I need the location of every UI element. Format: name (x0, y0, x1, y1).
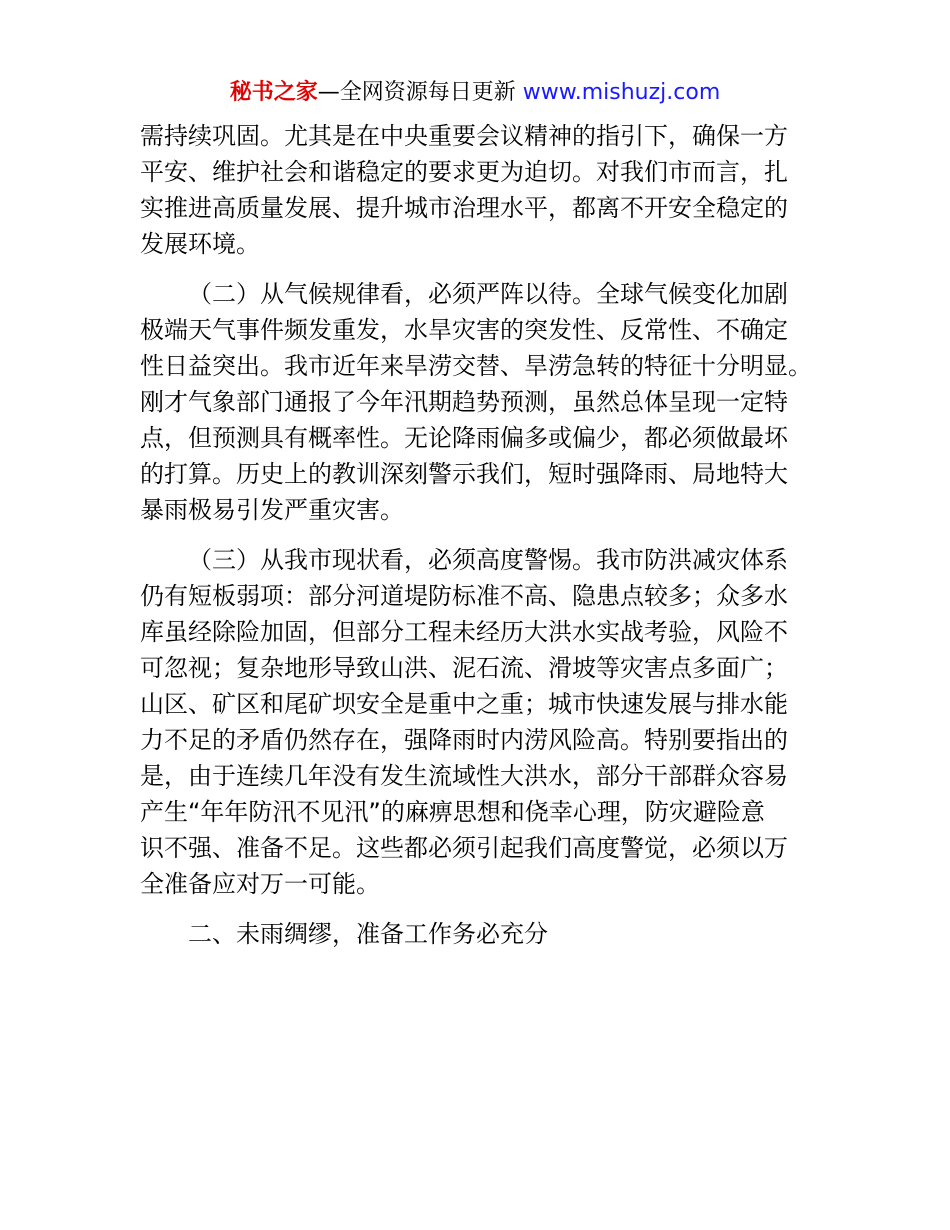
text-line: 需持续巩固。尤其是在中央重要会议精神的指引下，确保一方 (140, 122, 788, 150)
text-line: 山区、矿区和尾矿坝安全是重中之重；城市快速发展与排水能 (140, 690, 788, 718)
text-line: （二）从气候规律看，必须严阵以待。全球气候变化加剧 (188, 280, 788, 308)
text-line: 识不强、准备不足。这些都必须引起我们高度警觉，必须以万 (140, 834, 788, 862)
paragraph-gap (140, 902, 812, 916)
paragraph (140, 276, 812, 528)
text-line: 的打算。历史上的教训深刻警示我们，短时强降雨、局地特大 (140, 460, 788, 488)
text-line: 刚才气象部门通报了今年汛期趋势预测，虽然总体呈现一定特 (140, 388, 788, 416)
text-line: 产生“年年防汛不见汛”的麻痹思想和侥幸心理，防灾避险意 (140, 798, 765, 826)
text-line: 平安、维护社会和谐稳定的要求更为迫切。对我们市而言，扎 (140, 158, 788, 186)
paragraph-gap (140, 262, 812, 276)
text-line: 二、未雨绸缪，准备工作务必充分 (188, 920, 548, 948)
text-line: 极端天气事件频发重发，水旱灾害的突发性、反常性、不确定 (140, 316, 788, 344)
text-line: 暴雨极易引发严重灾害。 (140, 496, 404, 524)
text-line: 力不足的矛盾仍然存在，强降雨时内涝风险高。特别要指出的 (140, 726, 788, 754)
text-line: （三）从我市现状看，必须高度警惕。我市防洪减灾体系 (188, 546, 788, 574)
site-url-link[interactable]: www.mishuzj.com (522, 80, 721, 105)
document-body (140, 118, 812, 952)
text-line: 发展环境。 (140, 230, 260, 258)
header-tagline: —全网资源每日更新 (317, 80, 523, 105)
paragraph (140, 118, 812, 262)
brand-name: 秘书之家 (229, 80, 318, 105)
site-header (0, 78, 950, 108)
paragraph-gap (140, 528, 812, 542)
text-line: 可忽视；复杂地形导致山洪、泥石流、滑坡等灾害点多面广； (140, 654, 788, 682)
paragraph (140, 916, 812, 952)
text-line: 点，但预测具有概率性。无论降雨偏多或偏少，都必须做最坏 (140, 424, 788, 452)
text-line: 仍有短板弱项：部分河道堤防标准不高、隐患点较多；众多水 (140, 582, 788, 610)
text-line: 是，由于连续几年没有发生流域性大洪水，部分干部群众容易 (140, 762, 788, 790)
text-line: 性日益突出。我市近年来旱涝交替、旱涝急转的特征十分明显。 (140, 352, 812, 380)
text-line: 库虽经除险加固，但部分工程未经历大洪水实战考验，风险不 (140, 618, 788, 646)
paragraph (140, 542, 812, 902)
text-line: 全准备应对万一可能。 (140, 870, 380, 898)
text-line: 实推进高质量发展、提升城市治理水平，都离不开安全稳定的 (140, 194, 788, 222)
